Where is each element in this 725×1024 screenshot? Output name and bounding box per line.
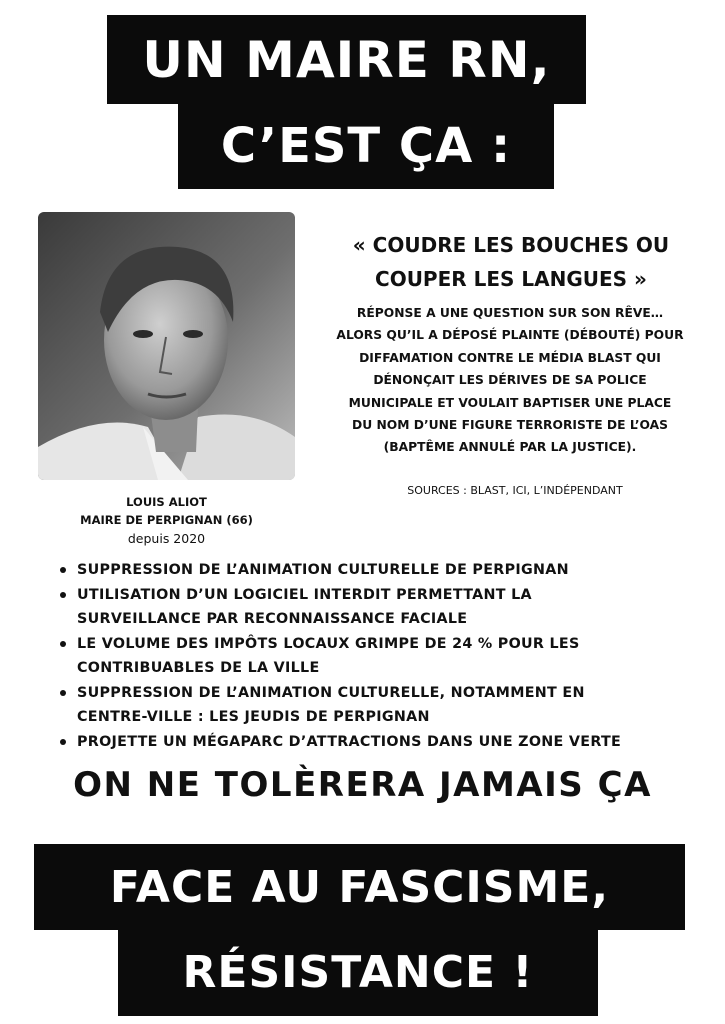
list-item-text: LE VOLUME DES IMPÔTS LOCAUX GRIMPE DE 24 % POUR LES [77, 635, 580, 652]
person-since: depuis 2020 [127, 531, 206, 546]
list-item [55, 583, 715, 632]
slogan: ON NE TOLÈRERA JAMAIS ÇA [73, 765, 652, 805]
description-line: DU NOM D’UNE FIGURE TERRORISTE DE L’OAS [352, 418, 668, 433]
bullet-icon [60, 690, 66, 696]
list-item-text: CENTRE-VILLE : LES JEUDIS DE PERPIGNAN [77, 709, 430, 725]
person-name: LOUIS ALIOT [126, 495, 207, 509]
description [308, 302, 712, 459]
footer-line-1: FACE AU FASCISME, [34, 844, 685, 930]
sources: SOURCES : BLAST, ICI, L’INDÉPENDANT [407, 484, 623, 497]
description-line: DIFFAMATION CONTRE LE MÉDIA BLAST QUI [359, 350, 661, 365]
list-item-text: SURVEILLANCE PAR RECONNAISSANCE FACIALE [77, 611, 468, 627]
description-line: (BAPTÊME ANNULÉ PAR LA JUSTICE). [383, 440, 637, 455]
description-line: DÉNONÇAIT LES DÉRIVES DE SA POLICE [373, 373, 647, 388]
list-item [55, 730, 715, 755]
list-item-text: SUPPRESSION DE L’ANIMATION CULTURELLE DE PERPIGNAN [77, 562, 569, 578]
portrait-photo [38, 212, 295, 480]
bullet-icon [60, 739, 66, 745]
headline-line-1: UN MAIRE RN, [107, 15, 586, 104]
list-item-text: CONTRIBUABLES DE LA VILLE [77, 660, 320, 676]
bullet-icon [60, 592, 66, 598]
bullet-list [55, 558, 715, 754]
footer-line-2: RÉSISTANCE ! [118, 928, 598, 1016]
headline-line-2: C’EST ÇA : [178, 103, 554, 189]
quote-line-2: COUPER LES LANGUES » [375, 267, 647, 291]
bullet-icon [60, 641, 66, 647]
description-line: MUNICIPALE ET VOULAIT BAPTISER UNE PLACE [348, 395, 672, 410]
quote [312, 228, 710, 296]
list-item-text: SUPPRESSION DE L’ANIMATION CULTURELLE, NOTAMMENT EN [77, 684, 585, 701]
list-item [55, 681, 715, 730]
list-item [55, 632, 715, 681]
list-item-text: UTILISATION D’UN LOGICIEL INTERDIT PERMETTANT LA [77, 586, 532, 603]
person-role: MAIRE DE PERPIGNAN (66) [80, 513, 253, 527]
bullet-icon [60, 567, 66, 573]
list-item-text: PROJETTE UN MÉGAPARC D’ATTRACTIONS DANS UNE ZONE VERTE [77, 733, 622, 750]
description-line: RÉPONSE A UNE QUESTION SUR SON RÊVE… [356, 306, 664, 320]
quote-line-1: « COUDRE LES BOUCHES OU [352, 233, 670, 257]
list-item [55, 558, 715, 583]
description-line: ALORS QU’IL A DÉPOSÉ PLAINTE (DÉBOUTÉ) POUR [336, 328, 684, 343]
